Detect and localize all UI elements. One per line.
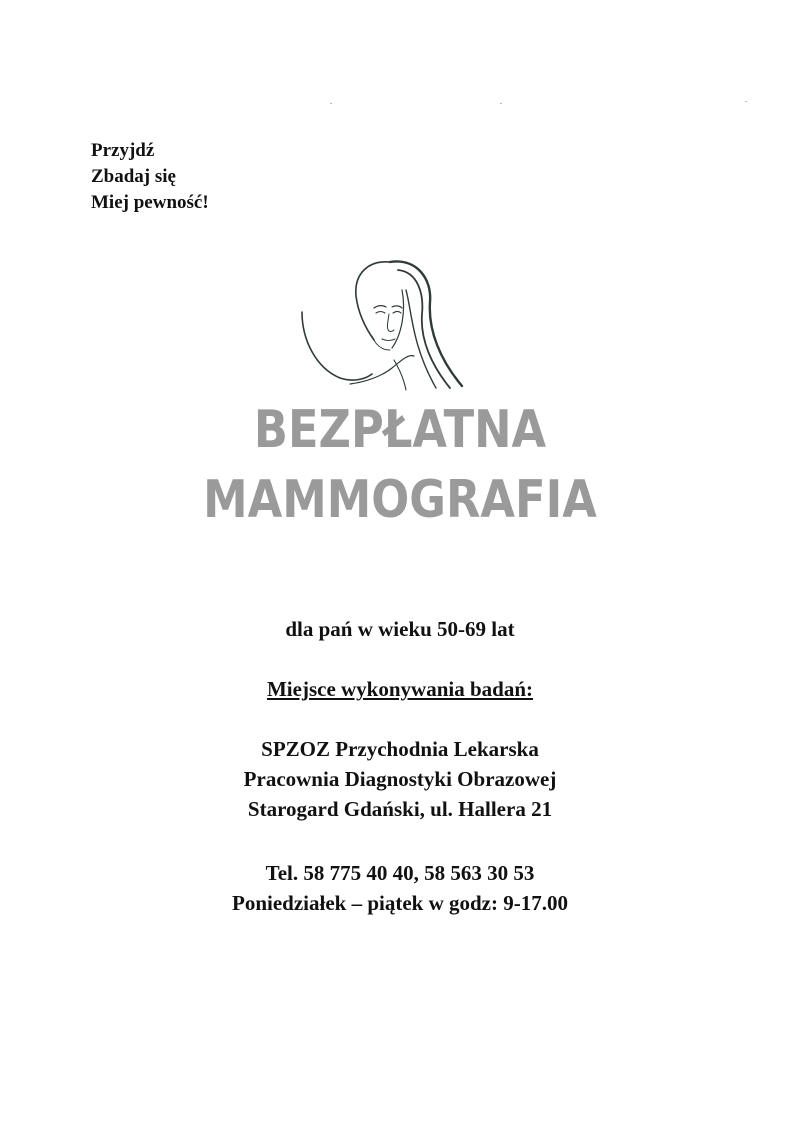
woman-silhouette-icon bbox=[290, 250, 490, 400]
scan-speck bbox=[745, 101, 747, 102]
audience-text: dla pań w wieku 50-69 lat bbox=[285, 617, 515, 641]
place-heading: Miejsce wykonywania badań: bbox=[266, 677, 534, 701]
scan-speck bbox=[500, 103, 502, 104]
tagline-line-1: Przyjdź bbox=[91, 140, 155, 161]
address-line-1: SPZOZ Przychodnia Lekarska bbox=[261, 737, 539, 761]
opening-hours: Poniedziałek – piątek w godz: 9-17.00 bbox=[232, 891, 568, 915]
scan-speck bbox=[330, 103, 332, 104]
tagline bbox=[91, 138, 209, 216]
tagline-line-2: Zbadaj się bbox=[91, 166, 176, 187]
title-line-1: BEZPŁATNA bbox=[253, 400, 547, 460]
address-block bbox=[100, 734, 700, 824]
tagline-line-3: Miej pewność! bbox=[91, 192, 209, 213]
phone-numbers: Tel. 58 775 40 40, 58 563 30 53 bbox=[265, 861, 535, 885]
address-line-3: Starogard Gdański, ul. Hallera 21 bbox=[247, 797, 553, 821]
contact-block bbox=[100, 858, 700, 918]
address-line-2: Pracownia Diagnostyki Obrazowej bbox=[243, 767, 557, 791]
title-line-2: MAMMOGRAFIA bbox=[203, 470, 597, 530]
